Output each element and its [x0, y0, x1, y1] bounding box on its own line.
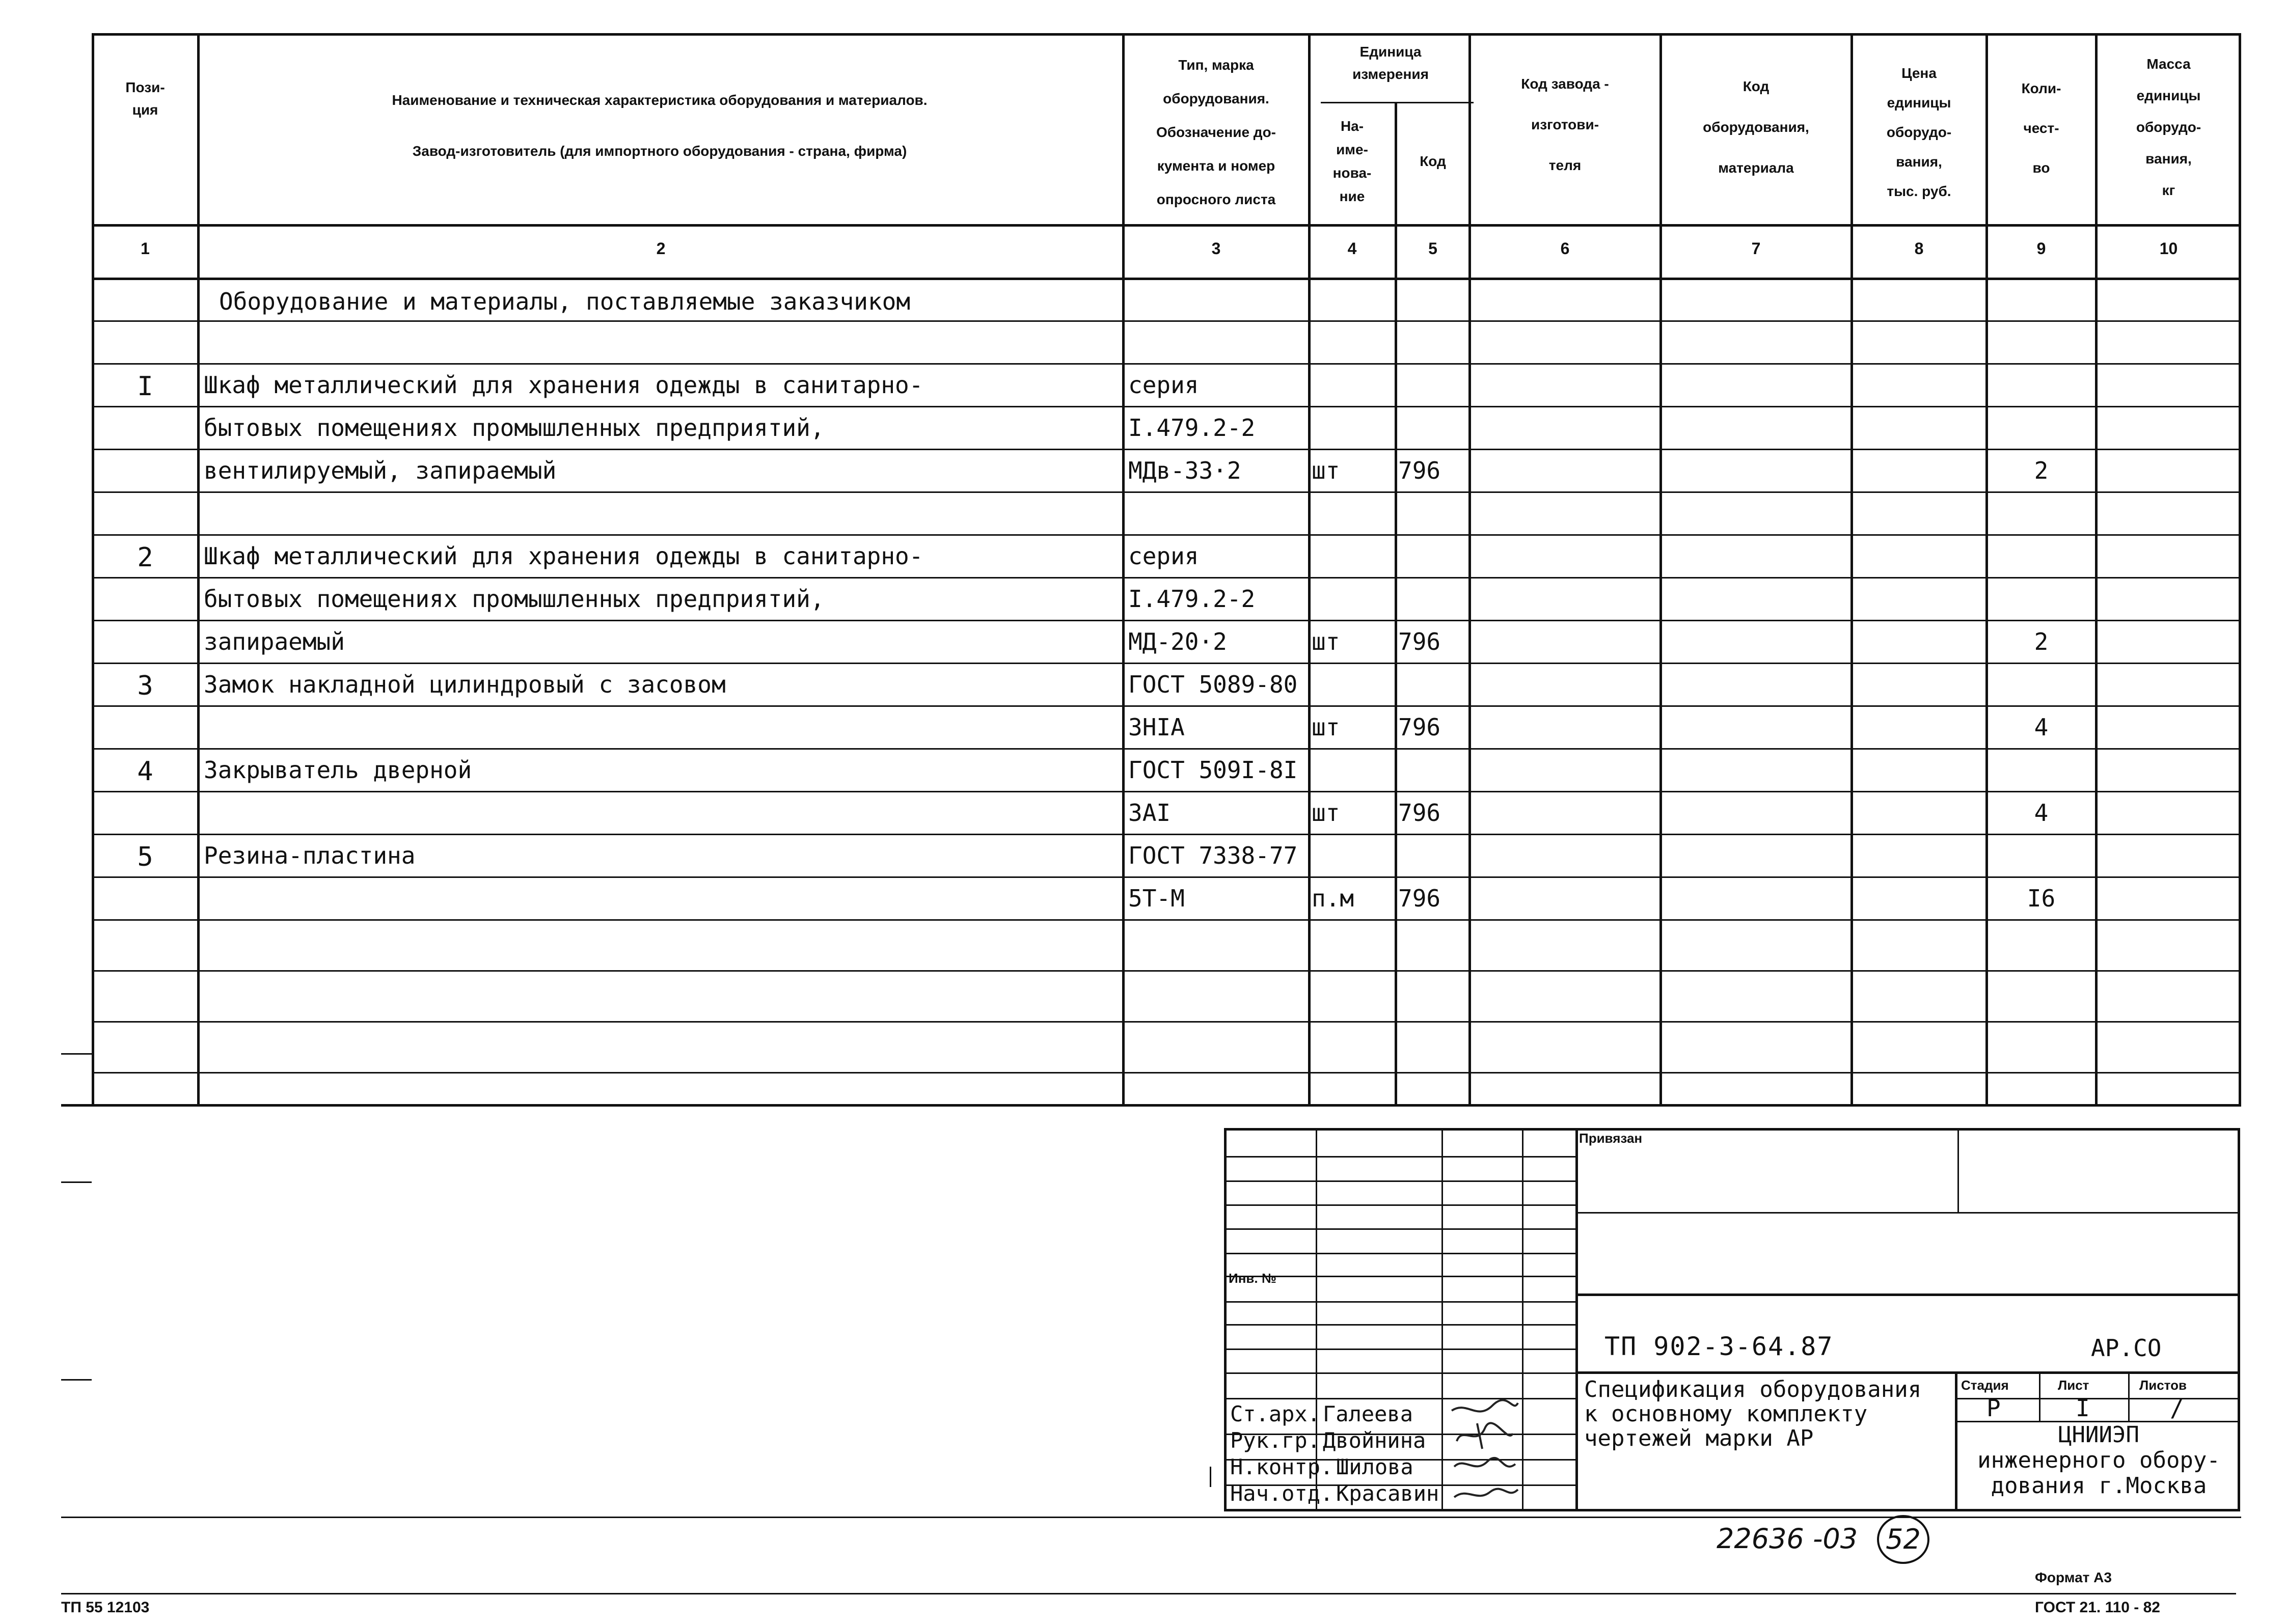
header-quantity: Коли- чест- во — [2021, 80, 2061, 176]
cell-name: бытовых помещениях промышленных предприятий, — [204, 414, 825, 442]
row-divider — [92, 320, 2241, 322]
col-line-7 — [1850, 33, 1853, 1107]
cell-qty: I6 — [2027, 885, 2056, 912]
row-divider — [92, 1072, 2241, 1074]
footer-bottom-line — [61, 1593, 2236, 1594]
header-factory-code: Код завода - изготови- теля — [1521, 76, 1609, 173]
doc-title: Спецификация оборудования к основному комплекту чертежей марки АР — [1584, 1377, 1922, 1451]
person-role: Ст.арх. — [1230, 1401, 1321, 1426]
cell-type: 5Т-М — [1128, 885, 1185, 912]
col-line-6 — [1659, 33, 1662, 1107]
header-type: Тип, марка оборудования. Обозначение до- кумента и номер опросного листа — [1156, 57, 1276, 207]
colnum-9: 9 — [2036, 239, 2046, 258]
cell-unit: п.м — [1312, 885, 1354, 912]
header-position: Пози- ция — [125, 79, 165, 118]
person-name: Двойнина — [1323, 1428, 1426, 1453]
format-label: Формат А3 — [2035, 1570, 2112, 1585]
sheets-label: Листов — [2139, 1378, 2187, 1393]
cell-code: 796 — [1398, 885, 1441, 912]
person-role: Нач.отд. — [1230, 1481, 1334, 1506]
cell-name: бытовых помещениях промышленных предприятий, — [204, 585, 825, 613]
row-divider — [92, 534, 2241, 536]
margin-tick — [61, 1379, 92, 1381]
header-unit-name: На- име- нова- ние — [1332, 118, 1372, 204]
sheet-value: I — [2076, 1394, 2090, 1422]
stamp-right — [2238, 1128, 2240, 1511]
stamp-right-h2 — [1575, 1293, 2238, 1296]
circled-number-text: 52 — [1886, 1523, 1921, 1555]
stage-v1 — [2039, 1371, 2040, 1422]
col-line-5 — [1468, 33, 1471, 1107]
row-divider — [92, 876, 2241, 878]
row-divider — [92, 663, 2241, 664]
cell-unit: шт — [1312, 713, 1340, 741]
col-line-8 — [1985, 33, 1988, 1107]
cell-type: ГОСТ 7338-77 — [1128, 842, 1298, 869]
header-name-line1: Наименование и техническая характеристика оборудования и материалов. — [392, 92, 928, 108]
cell-unit: шт — [1312, 799, 1340, 827]
person-role: Рук.гр. — [1230, 1428, 1321, 1453]
row-divider — [92, 834, 2241, 835]
cell-pos: 3 — [137, 671, 153, 701]
stamp-bottom — [1224, 1509, 2240, 1511]
cell-name: Шкаф металлический для хранения одежды в санитарно- — [204, 371, 923, 399]
organization: ЦНИИЭП инженерного обору- дования г.Москва — [1977, 1422, 2220, 1499]
cell-pos: 5 — [137, 842, 153, 872]
row-divider — [92, 406, 2241, 407]
cell-code: 796 — [1398, 457, 1441, 484]
row-divider — [92, 363, 2241, 365]
row-divider — [92, 919, 2241, 921]
colnum-4: 4 — [1347, 239, 1357, 258]
cell-qty: 2 — [2034, 628, 2049, 655]
table-top-border — [92, 33, 2241, 36]
sheets-value: / — [2170, 1394, 2184, 1422]
row-divider — [92, 449, 2241, 450]
row-divider — [92, 748, 2241, 750]
cell-qty: 4 — [2034, 713, 2049, 741]
doc-code: ТП 902-3-64.87 — [1604, 1332, 1834, 1361]
cell-name: вентилируемый, запираемый — [204, 457, 557, 484]
stamp-right-h3 — [1575, 1371, 2238, 1374]
margin-tick — [61, 1053, 92, 1055]
colnum-1: 1 — [141, 239, 150, 258]
archive-number: 22636 -03 — [1717, 1523, 1858, 1555]
cell-name: запираемый — [204, 628, 345, 655]
cell-unit: шт — [1312, 457, 1340, 484]
stamp-right-h1 — [1575, 1212, 2238, 1214]
header-bottom-border — [92, 224, 2241, 227]
cell-name: Шкаф металлический для хранения одежды в санитарно- — [204, 542, 923, 570]
row-divider — [92, 577, 2241, 579]
row-divider — [92, 491, 2241, 493]
col-line-2 — [1122, 33, 1125, 1107]
cell-type: ЗНIА — [1128, 713, 1185, 741]
stamp-top — [1224, 1128, 2240, 1131]
colnum-2: 2 — [656, 239, 666, 258]
cell-type: серия — [1128, 542, 1199, 570]
header-price: Цена единицы оборудо- вания, тыс. руб. — [1886, 65, 1952, 199]
cell-type: I.479.2-2 — [1128, 414, 1256, 442]
stage-value: Р — [1986, 1394, 2001, 1422]
stray-mark — [1210, 1467, 1211, 1487]
cell-type: ЗАI — [1128, 799, 1171, 827]
colnum-8: 8 — [1914, 239, 1924, 258]
colnum-6: 6 — [1560, 239, 1570, 258]
cell-qty: 2 — [2034, 457, 2049, 484]
tp-label: ТП 55 12103 — [61, 1599, 150, 1616]
cell-type: серия — [1128, 371, 1199, 399]
margin-tick — [61, 1181, 92, 1183]
col-line-10 — [2239, 33, 2241, 1107]
cell-pos: 4 — [137, 756, 153, 787]
cell-type: I.479.2-2 — [1128, 585, 1256, 613]
header-equipment-code: Код оборудования, материала — [1703, 78, 1809, 176]
cell-name: Закрыватель дверной — [204, 756, 472, 784]
cell-type: МД-20·2 — [1128, 628, 1227, 655]
person-name: Красавин — [1336, 1481, 1439, 1506]
stamp-right-v2 — [1955, 1371, 1957, 1510]
row-divider — [92, 705, 2241, 707]
person-name: Галеева — [1323, 1401, 1413, 1426]
cell-unit: шт — [1312, 628, 1340, 655]
stage-label: Стадия — [1961, 1378, 2009, 1393]
stamp-left — [1224, 1128, 1227, 1511]
doc-mark: АР.СО — [2091, 1334, 2162, 1362]
cell-type: МДв-33·2 — [1128, 457, 1241, 484]
header-name-line2: Завод-изготовитель (для импортного оборудования - страна, фирма) — [412, 143, 907, 159]
colnum-3: 3 — [1211, 239, 1221, 258]
row-divider — [92, 1021, 2241, 1023]
col-line-1 — [197, 33, 200, 1107]
person-name: Шилова — [1336, 1454, 1413, 1479]
header-unit-code: Код — [1420, 153, 1446, 169]
table-bottom-border — [61, 1104, 2241, 1107]
stamp-right-v1 — [1957, 1128, 1959, 1214]
circled-number — [1877, 1515, 1929, 1564]
cell-code: 796 — [1398, 799, 1441, 827]
stamp-grid-v — [1441, 1128, 1443, 1510]
row-divider — [92, 791, 2241, 792]
inv-no-label: Инв. № — [1229, 1271, 1276, 1286]
cell-qty: 4 — [2034, 799, 2049, 827]
row-divider — [92, 970, 2241, 972]
unit-group-divider — [1321, 102, 1474, 103]
header-mass: Масса единицы оборудо- вания, кг — [2136, 56, 2201, 198]
privyazan-label: Привязан — [1579, 1131, 1643, 1146]
gost-label: ГОСТ 21. 110 - 82 — [2035, 1599, 2160, 1616]
colnum-10: 10 — [2159, 239, 2178, 258]
cell-type: ГОСТ 509I-8I — [1128, 756, 1298, 784]
cell-pos: 2 — [137, 542, 153, 573]
cell-name: Резина-пластина — [204, 842, 416, 869]
signatures-image — [1447, 1398, 1523, 1507]
cell-type: ГОСТ 5089-80 — [1128, 671, 1298, 698]
stage-v2 — [2128, 1371, 2130, 1422]
col-line-9 — [2095, 33, 2098, 1107]
person-role: Н.контр. — [1230, 1454, 1334, 1479]
sheet-label: Лист — [2058, 1378, 2089, 1393]
cell-pos: I — [137, 371, 153, 402]
numbers-bottom-border — [92, 278, 2241, 280]
stamp-mid — [1575, 1128, 1578, 1511]
header-unit-group: Единица измерения — [1352, 44, 1429, 82]
cell-code: 796 — [1398, 628, 1441, 655]
colnum-7: 7 — [1751, 239, 1761, 258]
cell-name: Замок накладной цилиндровый с засовом — [204, 671, 726, 698]
colnum-5: 5 — [1428, 239, 1437, 258]
section-title: Оборудование и материалы, поставляемые заказчиком — [219, 288, 911, 315]
row-divider — [92, 620, 2241, 621]
cell-code: 796 — [1398, 713, 1441, 741]
